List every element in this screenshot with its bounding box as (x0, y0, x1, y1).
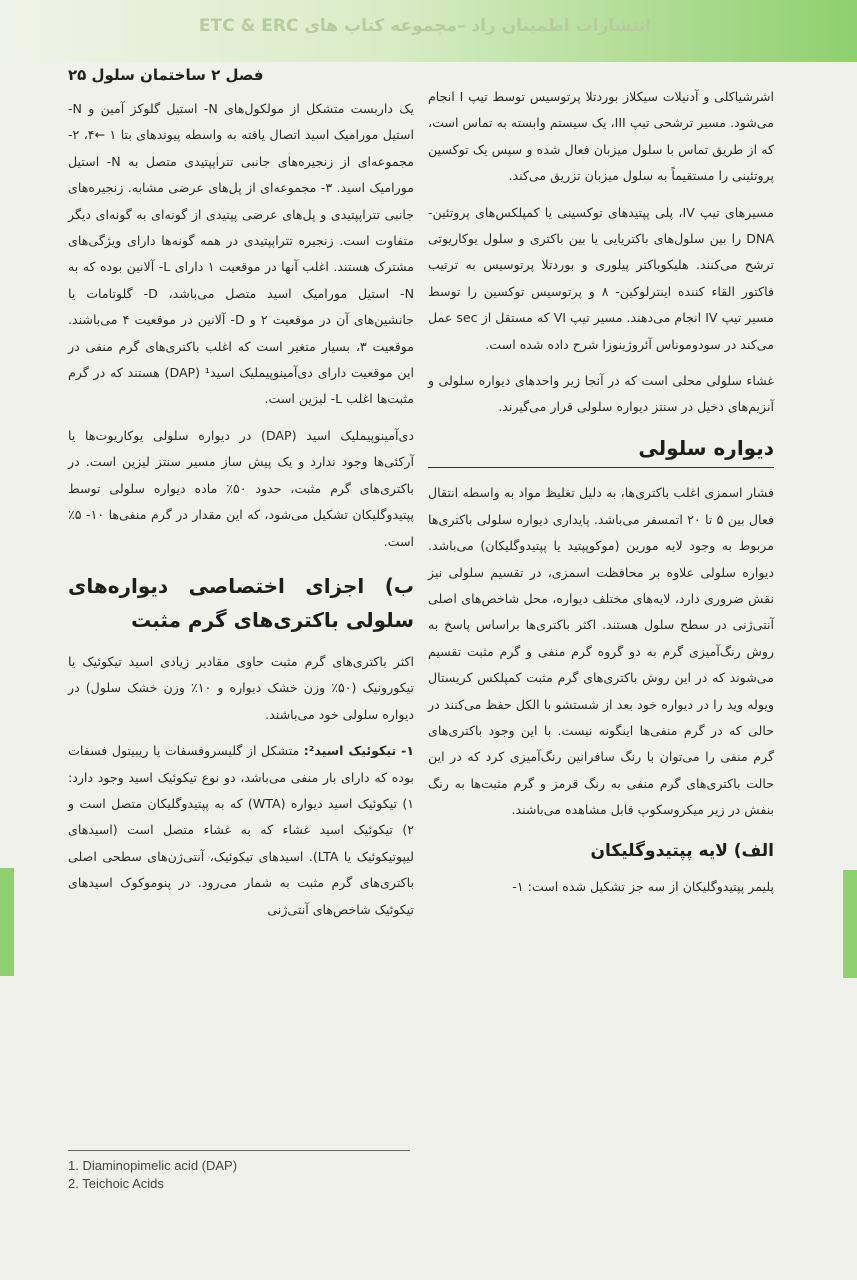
paragraph-peptidoglycan-structure: یک داربست متشکل از مولکول‌های N- استیل گلوکز آمین و N- استیل مورامیک اسید اتصال یافته به واسطه پیوندهای بتا ۱ ←۴، ۲- مجموعه‌ای از زنجیره‌های جانبی تتراپپتیدی متصل به N- استیل مورامیک اسید. ۳- مجموعه‌ای از پل‌های عرضی مشابه. زنجیره‌های جانبی تتراپپتیدی و پل‌های عرضی پپتیدی از گونه‌ای به گونه‌ای دیگر متفاوت است. زنجیره تتراپپتیدی در همه گونه‌ها دارای ویژگی‌های مشترک هستند. اغلب آنها در موقعیت ۱ دارای L- آلانین بوده که به N- استیل مورامیک اسید متصل می‌باشد، D- گلوتامات یا جانشین‌های آن در موقعیت ۲ و D- آلانین در موقعیت ۴ می‌باشند. موقعیت ۳، بسیار متغیر است که اغلب باکتری‌های گرم منفی در این موقعیت دارای دی‌آمینوپیملیک اسید¹ (DAP) هستند که در گرم مثبت‌ها اغلب L- لیزین است. (68, 101, 415, 407)
teichoic-acid-lead: ۱- تیکوئیک اسید²: (303, 743, 414, 759)
chapter-running-head: فصل ۲ ساختمان سلول ۲۵ (68, 66, 264, 84)
publisher-header: انتشارات اطمینان راد –مجموعه کتاب های ETC & ERC (198, 16, 652, 36)
paragraph-dap: دی‌آمینوپیملیک اسید (DAP) در دیواره سلولی یوکاریوت‌ها یا آرکئی‌ها وجود ندارد و یک پیش ساز مسیر سنتز لیزین است. در باکتری‌های گرم مثبت، حدود ۵۰٪ ماده دیواره سلولی توسط پپتیدوگلیکان تشکیل می‌شود، که این مقدار در گرم منفی‌ها ۱۰- ۵٪ است. (68, 427, 415, 549)
footnote-2: 2. Teichoic Acids (68, 1176, 164, 1191)
right-edge-tab (843, 870, 857, 978)
paragraph-cell-membrane: غشاء سلولی محلی است که در آنجا زیر واحدهای دیواره سلولی و آنزیم‌های دخیل در سنتز دیواره سلولی قرار می‌گیرند. (428, 373, 774, 415)
subheading-peptidoglycan-layer: الف) لایه پپتیدوگلیکان (590, 840, 774, 861)
footnote-1: 1. Diaminopimelic acid (DAP) (68, 1158, 238, 1173)
footnotes (68, 1150, 410, 1193)
left-edge-tab (0, 868, 14, 976)
left-column (68, 96, 414, 933)
teichoic-acid-text: متشکل از گلیسروفسفات یا ریبیتول فسفات بوده که دارای بار منفی می‌باشد، دو نوع تیکوئیک اسید وجود دارد: ۱) تیکوئیک اسید دیواره (WTA) که به پپتیدوگلیکان متصل است و ۲) تیکوئیک اسید غشاء که به غشاء متصل است (اسیدهای لیپوتیکوئیک یا LTA). اسیدهای تیکوئیک، آنتی‌ژن‌های سطحی اصلی باکتری‌های گرم مثبت به شمار می‌رود. در پنوموکوک اسیدهای تیکوئیک شاخص‌های آنتی‌ژنی (68, 743, 414, 917)
paragraph-peptidoglycan-components: پلیمر پپتیدوگلیکان از سه جز تشکیل شده است: ۱- (512, 878, 774, 894)
header-band (0, 0, 857, 62)
paragraph-gram-positive-teichoic: اکثر باکتری‌های گرم مثبت حاوی مقادیر زیادی اسید تیکوئیک یا تیکورونیک (۵۰٪ وزن خشک دیواره و ۱۰٪ وزن خشک سلول) در دیواره سلولی خود می‌باشند. (68, 653, 414, 722)
section-title-cell-wall: دیواره سلولی (428, 431, 774, 468)
paragraph-secretion-type-iii: اشرشیاکلی و آدنیلات سیکلاز بوردتلا پرتوسیس توسط تیپ I انجام می‌شود. مسیر ترشحی تیپ III، یک سیستم وابسته به تماس است، که از طریق تماس با سلول میزبان فعال شده و سپس یک توکسین پروتئینی را مستقیماً به سلول میزبان تزریق می‌کند. (428, 89, 774, 184)
heading-gram-positive-components: ب) اجزای اختصاصی دیواره‌های سلولی باکتری‌های گرم مثبت (68, 573, 414, 632)
paragraph-teichoic-acid (68, 738, 414, 923)
paragraph-secretion-type-iv: مسیرهای تیپ IV، پلی پپتیدهای توکسینی یا کمپلکس‌های پروتئین- DNA را بین سلول‌های باکتریایی یا بین باکتری و سلول یوکاریوتی ترشح می‌کنند. هلیکوباکتر پیلوری و بوردتلا پرتوسیس به ترتیب فاکتور القاء کننده اینترلوکین- ۸ و پرتوسیس توکسین را توسط مسیر تیپ IV انجام می‌دهند. مسیر تیپ VI که مستقل از sec عمل می‌کند در سودوموناس آئروژینوزا شرح داده شده است. (428, 204, 774, 352)
right-column (428, 84, 774, 910)
paragraph-cell-wall-intro: فشار اسمزی اغلب باکتری‌ها، به دلیل تغلیظ مواد به واسطه انتقال فعال بین ۵ تا ۲۰ اتمسفر می‌باشد. پایداری دیواره سلولی باکتری‌ها مربوط به وجود لایه مورین (موکوپپتید یا پپتیدوگلیکان) می‌باشد. دیواره سلولی علاوه بر محافظت اسمزی، در تقسیم سلولی نیز نقش ضروری دارد، لایه‌های مختلف دیواره، محل شاخص‌های اصلی آنتی‌ژنی در سطح سلول هستند. اکثر باکتری‌ها براساس پاسخ به روش رنگ‌آمیزی گرم به دو گروه گرم منفی و گرم مثبت تقسیم می‌شوند که در این روش باکتری‌های گرم مثبت کمپلکس کریستال ویوله وید را در دیواره خود بعد از شستشو با الکل حفظ می‌کنند در حالی که در گرم منفی‌ها اینگونه نیست. با این وجود باکتری‌های گرم منفی را می‌توان با رنگ سافرانین رنگ‌آمیزی کرد که در این حالت باکتری‌های گرم منفی به رنگ قرمز و گرم مثبت‌ها به رنگ بنفش در زیر میکروسکوپ قابل مشاهده می‌باشند. (428, 485, 774, 818)
